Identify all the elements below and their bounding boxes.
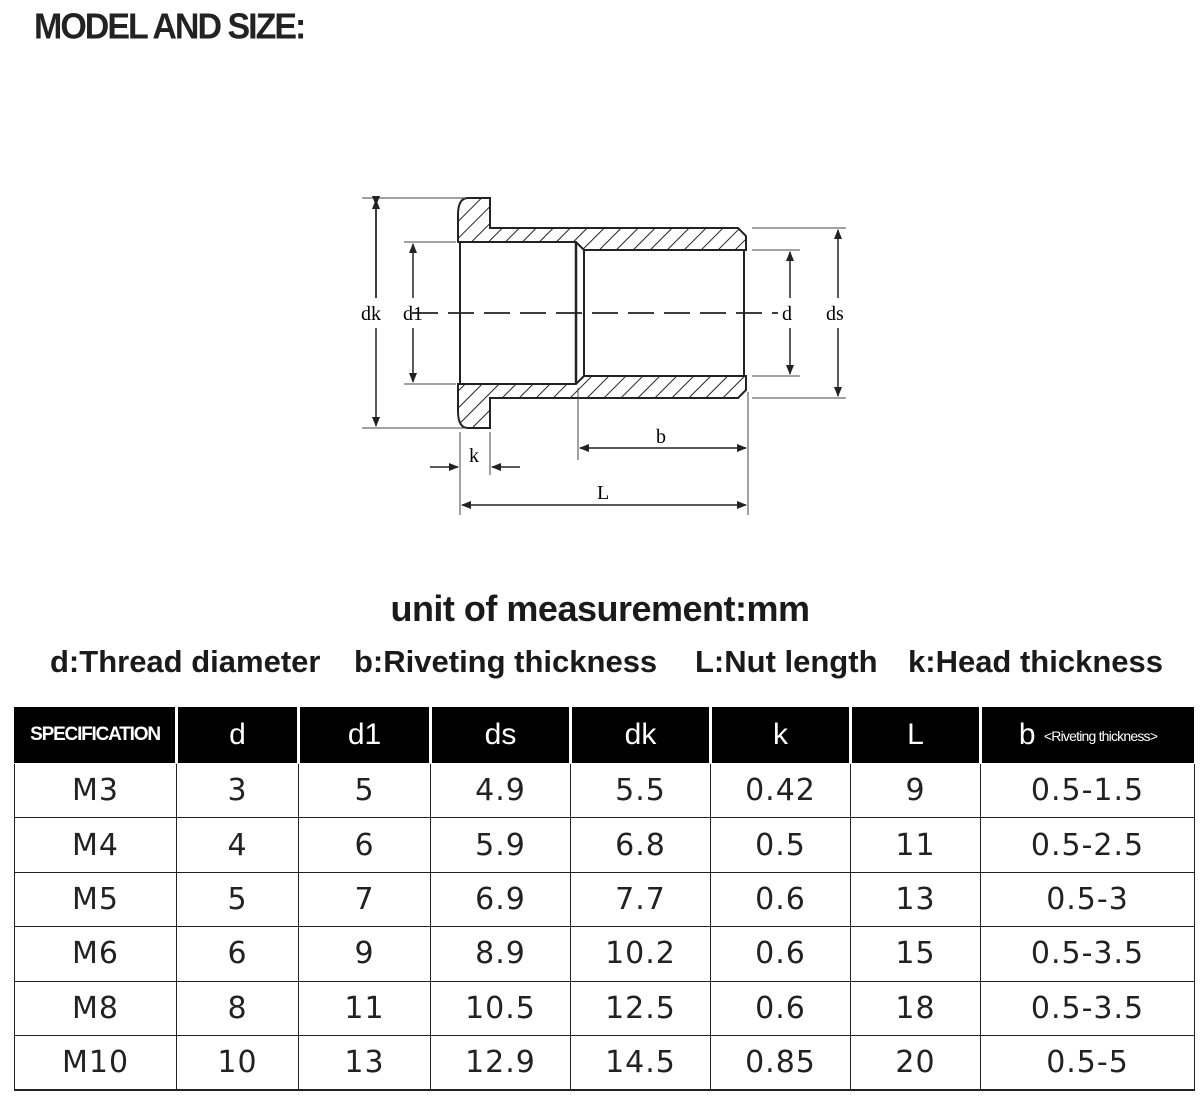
label-b: b — [656, 426, 666, 448]
cell-b: 0.5-2.5 — [981, 818, 1195, 872]
table-row — [15, 1035, 1195, 1090]
cell-d1: 7 — [299, 872, 431, 926]
cell-b: 0.5-5 — [981, 1035, 1195, 1090]
cell-L: 9 — [851, 764, 981, 818]
label-d: d — [782, 303, 792, 325]
unit-of-measurement: unit of measurement:mm — [390, 588, 810, 629]
cell-k: 0.6 — [711, 872, 851, 926]
cell-d: 10 — [177, 1035, 299, 1090]
cell-specification: M10 — [15, 1035, 177, 1090]
legend-L: L:Nut length — [695, 644, 878, 679]
header-k: k — [711, 707, 851, 764]
cell-ds: 12.9 — [431, 1035, 571, 1090]
cell-ds: 5.9 — [431, 818, 571, 872]
label-ds: ds — [826, 303, 844, 325]
cell-d1: 6 — [299, 818, 431, 872]
cell-d: 8 — [177, 981, 299, 1035]
cell-b: 0.5-3.5 — [981, 981, 1195, 1035]
label-L: L — [597, 482, 610, 504]
table-header-row — [15, 707, 1195, 764]
cell-d: 6 — [177, 927, 299, 981]
cell-k: 0.5 — [711, 818, 851, 872]
table-row — [15, 818, 1195, 872]
header-d1: d1 — [299, 707, 431, 764]
cell-d: 3 — [177, 764, 299, 818]
cell-k: 0.6 — [711, 927, 851, 981]
legend-k: k:Head thickness — [908, 644, 1163, 679]
cell-d1: 13 — [299, 1035, 431, 1090]
cell-dk: 12.5 — [571, 981, 711, 1035]
label-d1: d1 — [403, 303, 423, 325]
cell-b: 0.5-3 — [981, 872, 1195, 926]
cell-L: 15 — [851, 927, 981, 981]
cell-ds: 6.9 — [431, 872, 571, 926]
header-L: L — [851, 707, 981, 764]
cell-dk: 7.7 — [571, 872, 711, 926]
cell-specification: M6 — [15, 927, 177, 981]
cell-specification: M3 — [15, 764, 177, 818]
header-d: d — [177, 707, 299, 764]
cell-dk: 5.5 — [571, 764, 711, 818]
cell-L: 11 — [851, 818, 981, 872]
cell-specification: M4 — [15, 818, 177, 872]
cell-dk: 14.5 — [571, 1035, 711, 1090]
table-row — [15, 872, 1195, 926]
cell-d1: 11 — [299, 981, 431, 1035]
cell-ds: 4.9 — [431, 764, 571, 818]
cell-k: 0.42 — [711, 764, 851, 818]
cell-L: 13 — [851, 872, 981, 926]
cell-d: 4 — [177, 818, 299, 872]
table-row — [15, 981, 1195, 1035]
cell-dk: 10.2 — [571, 927, 711, 981]
cell-L: 18 — [851, 981, 981, 1035]
cell-specification: M5 — [15, 872, 177, 926]
header-dk: dk — [571, 707, 711, 764]
header-specification: SPECIFICATION — [15, 707, 177, 764]
dimension-legend — [0, 644, 1200, 688]
header-ds: ds — [431, 707, 571, 764]
cell-specification: M8 — [15, 981, 177, 1035]
label-k: k — [469, 445, 479, 467]
table-row — [15, 764, 1195, 818]
cell-b: 0.5-1.5 — [981, 764, 1195, 818]
cell-d1: 9 — [299, 927, 431, 981]
header-b-note: <Riveting thickness> — [1043, 728, 1158, 745]
cell-b: 0.5-3.5 — [981, 927, 1195, 981]
cell-ds: 10.5 — [431, 981, 571, 1035]
cell-k: 0.6 — [711, 981, 851, 1035]
table-row — [15, 927, 1195, 981]
cell-d: 5 — [177, 872, 299, 926]
legend-d: d:Thread diameter — [50, 644, 321, 679]
spec-table — [14, 706, 1195, 1091]
cell-ds: 8.9 — [431, 927, 571, 981]
nut-top-wall — [458, 198, 746, 250]
cell-dk: 6.8 — [571, 818, 711, 872]
label-dk: dk — [361, 303, 381, 325]
cell-d1: 5 — [299, 764, 431, 818]
page-title: MODEL AND SIZE: — [34, 7, 305, 47]
nut-bottom-wall — [458, 376, 746, 428]
cell-k: 0.85 — [711, 1035, 851, 1090]
header-b-label: b — [1018, 718, 1036, 751]
header-b — [981, 707, 1195, 764]
cell-L: 20 — [851, 1035, 981, 1090]
legend-b: b:Riveting thickness — [354, 644, 658, 679]
